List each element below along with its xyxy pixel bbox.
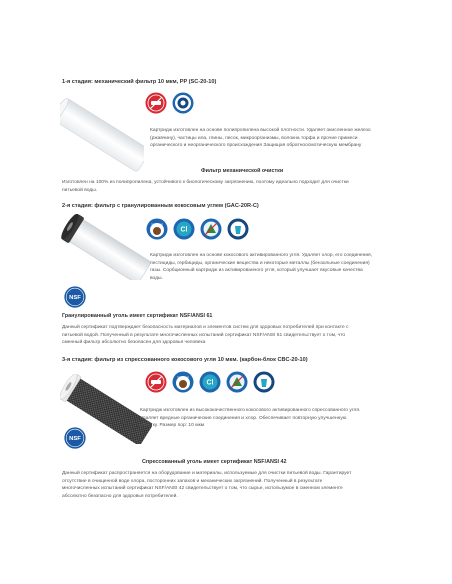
chlorine-removal-icon-2 [199,371,221,393]
sediment-removal-icon [172,92,194,114]
stage3-subtitle: Спрессованный уголь имеет сертификат NSF/ANSI 42 [142,459,287,465]
no-heavy-metals-icon [145,92,167,114]
taste-improve-icon [227,218,249,240]
pp-cartridge-image [60,94,144,177]
organic-removal-icon-2 [226,371,248,393]
taste-improve-icon-2 [253,371,275,393]
stage1-subtitle: Фильтр механической очистки [201,168,284,174]
svg-text:NSF: NSF [69,436,81,443]
svg-text:Cl: Cl [180,226,188,234]
svg-text:Cl: Cl [206,379,214,387]
stage3-title: 3-я стадия: фильтр из спрессованного кокосового угля 10 мкм. (карбон-блок CBC-20-10) [62,357,308,363]
stage3-body: Данный сертификат распространяется на оборудование и материалы, используемые для очистки питьевой воды. Гарантирует отсутствие в очищенной воде хлора, посторонних запахов и механических загрязнений. Полученный в результате многочисленных испытаний сертификат NSF/ANSI 42 свидетельствует о том, что сырье, использумое в сменном элементе абсолютно безопасно для здоровья потребителей. [62,471,352,499]
stage3-description: Картридж изготовлен из высококачественного кокосового активированного спрессованного угля. Удаляет вредные органические соединения и хлор. Обеспечивает повторную улучшенную очистку. Размер пор: 10 мкм [140,408,361,429]
stage1-title: 1-я стадия: механический фильтр 10 мкм, PP (SC-20-10) [62,79,217,85]
stage1-body: Изготовлен на 100% из полипропилена, устойчивого к биологическому загрязнению, поэтому идеально подходит для очистки питьевой воды. [62,180,349,193]
stage1-description: Картридж изготовлен на основе полипропилена высокой плотности. Удаляет окисленное железо (ржавчину), частицы ила, глины, песок, микроорганизмы, волокна торфа и прочие примеси органического и неорганического происхождения Защищая обратноосмотическую мембрану [150,128,371,149]
stage2-description: Картридж изготовлен на основе кокосового активированного угля. Удаляет хлор, его соединения, пестициды, гербициды, органические вещества и некоторые металлы (бензольные соединения) газы. Сорбционный картридж из активированного угля, который улучшает вкусовые качества воды. [150,253,373,281]
coconut-carbon-icon-2 [172,371,194,393]
gac-cartridge-image [58,214,150,285]
nsf-certification-icon [64,286,94,316]
nsf-certification-icon-2 [64,427,94,457]
stage2-title: 2-я стадия: фильтр с гранулированным кокосовым углем (GAC-20R-C) [62,203,259,209]
stage2-subtitle: Гранулированный уголь имеет сертификат NSF/ANSI 61 [62,313,213,319]
svg-text:NSF: NSF [69,295,81,302]
organic-removal-icon [200,218,222,240]
svg-text:Coconut: Coconut [151,222,163,226]
coconut-carbon-icon [146,218,168,240]
stage2-body: Данный сертификат подтверждает безопасность материалов и элементов систем для здоровых потребителей при контакте с питьевой водой. Полученный в результате многочисленных испытаний сертификат NSF/ANSI 61 свидетельствует о том, что сменный фильтр абсолютно безопасен для здоровья человека [62,325,349,346]
no-heavy-metals-icon-2 [145,371,167,393]
chlorine-removal-icon [173,218,195,240]
svg-text:Coconut: Coconut [177,375,189,379]
